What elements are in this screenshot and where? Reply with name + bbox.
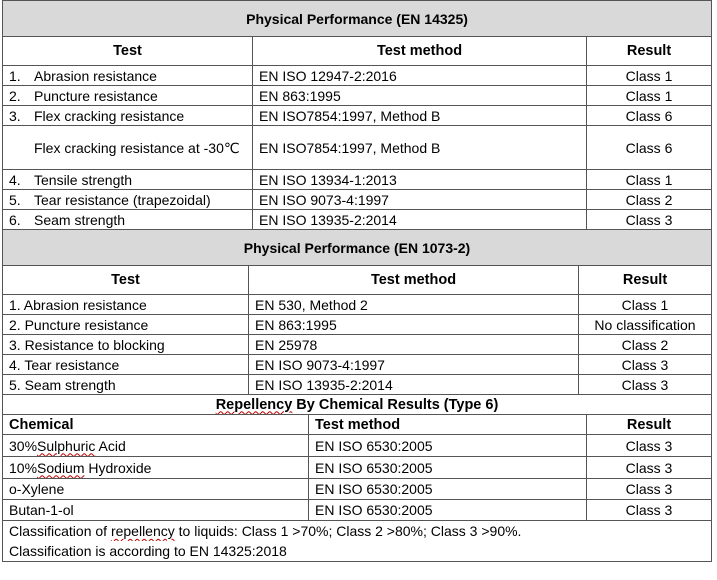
test-result: Class 1 — [587, 66, 712, 86]
note-repellency: Classification of repellency to liquids: Class 1 >70%; Class 2 >80%; Class 3 >90%. — [3, 521, 712, 542]
test-name: Puncture resistance — [34, 87, 158, 104]
table-row: 5. Tear resistance (trapezoidal) EN ISO 9073-4:1997 Class 2 — [3, 190, 712, 210]
test-method: EN ISO 6530:2005 — [309, 457, 587, 479]
chemical-name: 30%Sulphuric Acid — [3, 435, 309, 457]
test-result: Class 3 — [579, 375, 712, 395]
header-result: Result — [579, 266, 712, 295]
test-name: Tear resistance (trapezoidal) — [34, 191, 211, 208]
test-result: Class 1 — [579, 295, 712, 315]
test-name: 1. Abrasion resistance — [3, 295, 249, 315]
test-name: 4. Tear resistance — [3, 355, 249, 375]
table-row — [3, 355, 712, 375]
header-test: Test — [3, 266, 249, 295]
test-name: Seam strength — [34, 211, 126, 228]
table-row: 3. Flex cracking resistance EN ISO7854:1997, Method B Class 6 — [3, 106, 712, 126]
test-method: EN ISO 13935-2:2014 — [253, 210, 587, 230]
test-result: Class 3 — [579, 355, 712, 375]
test-method: EN ISO 6530:2005 — [309, 479, 587, 500]
table-row — [3, 126, 712, 170]
test-name: Abrasion resistance — [34, 67, 157, 84]
note-classification: Classification is according to EN 14325:2018 — [3, 541, 712, 562]
table-row — [3, 435, 712, 457]
test-name: Tensile strength — [34, 171, 133, 188]
table-row — [3, 315, 712, 335]
test-method: EN ISO 13935-2:2014 — [249, 375, 579, 395]
section-title: Physical Performance (EN 1073-2) — [3, 230, 712, 266]
test-method: EN 863:1995 — [249, 315, 579, 335]
test-method: EN ISO7854:1997, Method B — [253, 126, 587, 170]
table-row — [3, 457, 712, 479]
header-method: Test method — [253, 37, 587, 66]
test-result: Class 1 — [587, 86, 712, 106]
test-result: Class 3 — [587, 500, 712, 521]
header-method: Test method — [309, 415, 587, 435]
test-result: Class 6 — [587, 126, 712, 170]
table-en1073-2 — [2, 229, 712, 395]
table-row: 4. Tensile strength EN ISO 13934-1:2013 Class 1 — [3, 170, 712, 190]
table-row — [3, 479, 712, 500]
test-method: EN 25978 — [249, 335, 579, 355]
test-result: Class 6 — [587, 106, 712, 126]
test-result: Class 2 — [579, 335, 712, 355]
table-row — [3, 375, 712, 395]
test-method: EN ISO 6530:2005 — [309, 500, 587, 521]
table-row: 6. Seam strength EN ISO 13935-2:2014 Class 3 — [3, 210, 712, 230]
header-result: Result — [587, 415, 712, 435]
test-method: EN ISO7854:1997, Method B — [253, 106, 587, 126]
table-row: 2. Puncture resistance EN 863:1995 Class 1 — [3, 86, 712, 106]
section-title: Repellency By Chemical Results (Type 6) — [3, 395, 712, 415]
test-name: Flex cracking resistance — [34, 107, 185, 124]
section-title: Physical Performance (EN 14325) — [3, 1, 712, 37]
table-row — [3, 335, 712, 355]
test-result: Class 2 — [587, 190, 712, 210]
test-method: EN ISO 9073-4:1997 — [253, 190, 587, 210]
test-name: 5. Seam strength — [3, 375, 249, 395]
header-result: Result — [587, 37, 712, 66]
test-method: EN ISO 12947-2:2016 — [253, 66, 587, 86]
chemical-name: Butan-1-ol — [3, 500, 309, 521]
header-method: Test method — [249, 266, 579, 295]
header-chemical: Chemical — [3, 415, 309, 435]
test-method: EN ISO 9073-4:1997 — [249, 355, 579, 375]
test-name: Flex cracking resistance at -30℃ — [3, 126, 253, 170]
test-result: Class 3 — [587, 435, 712, 457]
test-result: No classification — [579, 315, 712, 335]
test-result: Class 3 — [587, 479, 712, 500]
test-result: Class 3 — [587, 210, 712, 230]
test-result: Class 1 — [587, 170, 712, 190]
test-result: Class 3 — [587, 457, 712, 479]
table-row — [3, 295, 712, 315]
test-name: 3. Resistance to blocking — [3, 335, 249, 355]
table-row: 1. Abrasion resistance EN ISO 12947-2:2016 Class 1 — [3, 66, 712, 86]
table-row — [3, 500, 712, 521]
table-en14325 — [2, 0, 712, 230]
chemical-name: 10%Sodium Hydroxide — [3, 457, 309, 479]
test-method: EN ISO 6530:2005 — [309, 435, 587, 457]
table-repellency — [2, 394, 712, 562]
test-method: EN 530, Method 2 — [249, 295, 579, 315]
test-method: EN 863:1995 — [253, 86, 587, 106]
chemical-name: o-Xylene — [3, 479, 309, 500]
test-method: EN ISO 13934-1:2013 — [253, 170, 587, 190]
test-name: 2. Puncture resistance — [3, 315, 249, 335]
header-test: Test — [3, 37, 253, 66]
spec-sheet — [2, 0, 711, 562]
